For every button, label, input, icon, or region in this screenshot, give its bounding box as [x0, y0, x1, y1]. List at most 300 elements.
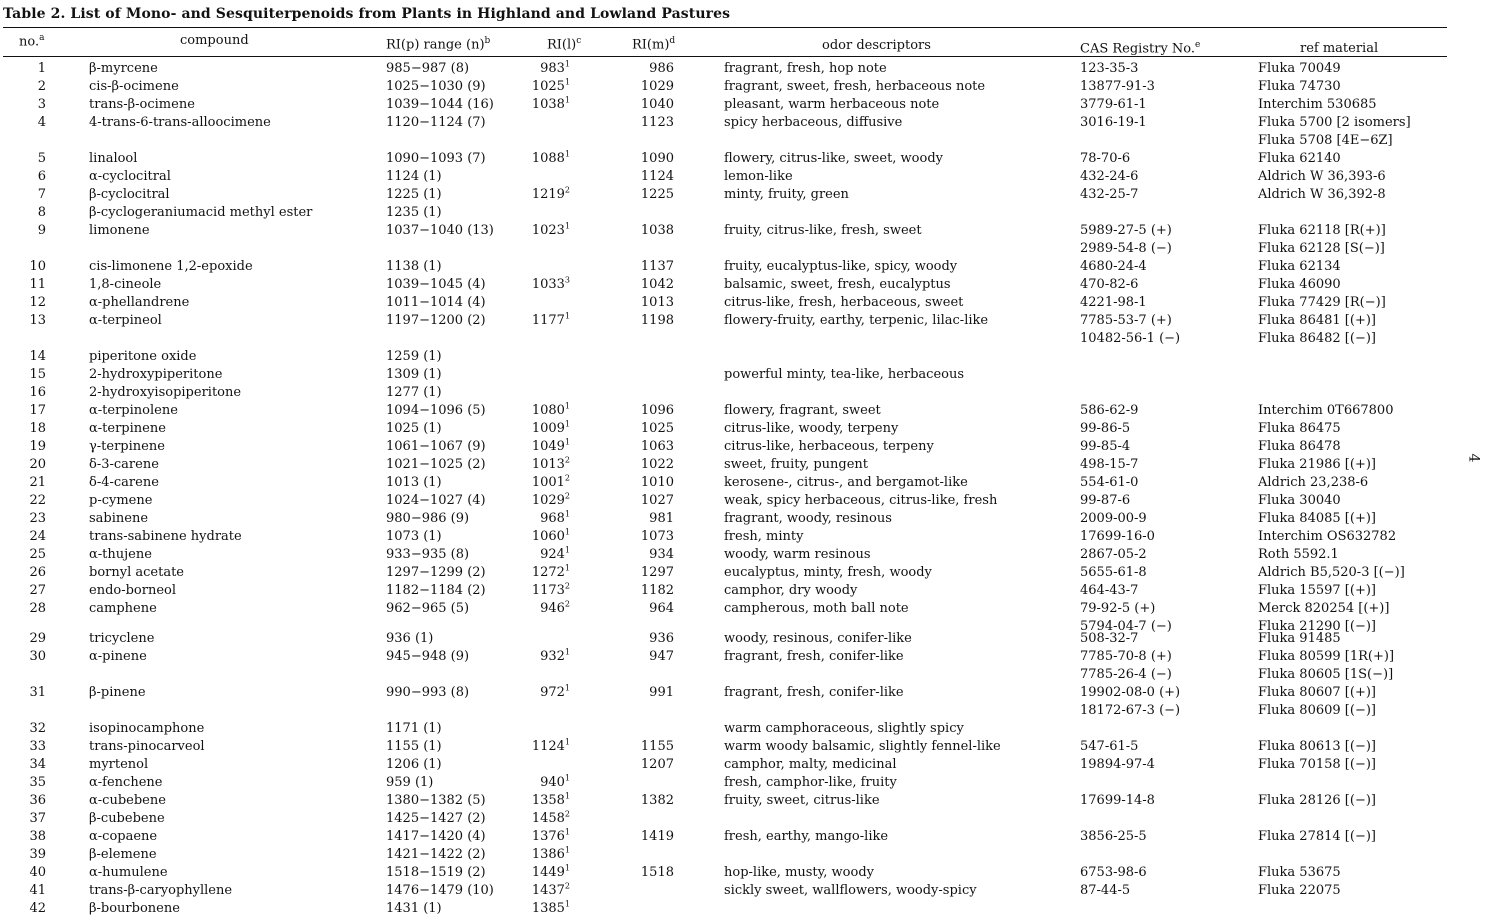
row-rim: 1198 [640, 313, 674, 328]
row-compound: p-cymene [89, 493, 153, 508]
row-rim: 1518 [640, 865, 674, 880]
row-ref: Aldrich W 36,392-8 [1258, 187, 1386, 202]
row-ref: Roth 5592.1 [1258, 547, 1339, 562]
row-rip: 1073 (1) [386, 529, 442, 544]
row-compound: endo-borneol [89, 583, 177, 598]
row-compound: β-cubebene [89, 811, 165, 826]
row-odor: warm camphoraceous, slightly spicy [724, 721, 964, 736]
row-rip: 1259 (1) [386, 349, 442, 364]
row-cas-extra: 10482-56-1 (−) [1080, 331, 1181, 346]
row-no: 9 [37, 223, 46, 238]
row-odor: sweet, fruity, pungent [724, 457, 869, 472]
row-no: 34 [29, 757, 46, 772]
row-ref-extra: Fluka 86482 [(−)] [1258, 331, 1376, 346]
row-ril: $968^1$ [540, 509, 570, 526]
row-rim: 1297 [640, 565, 674, 580]
row-cas-extra: 5794-04-7 (−) [1080, 619, 1172, 634]
row-compound: α-pinene [89, 649, 147, 664]
row-ril: $932^1$ [540, 647, 570, 664]
row-compound: 2-hydroxypiperitone [89, 367, 223, 382]
row-no: 21 [29, 475, 46, 490]
row-compound: linalool [89, 151, 138, 166]
row-cas: 13877-91-3 [1080, 79, 1155, 94]
row-compound: trans-pinocarveol [89, 739, 205, 754]
row-rim: 947 [649, 649, 674, 664]
row-rip: 1417−1420 (4) [386, 829, 486, 844]
row-rim: 1040 [640, 97, 674, 112]
row-rim: 1027 [640, 493, 674, 508]
row-no: 6 [37, 169, 46, 184]
row-cas: 123-35-3 [1080, 61, 1139, 76]
row-no: 10 [29, 259, 46, 274]
row-no: 18 [29, 421, 46, 436]
row-rim: 981 [649, 511, 674, 526]
row-ref: Fluka 91485 [1258, 631, 1341, 646]
row-ref: Fluka 84085 [(+)] [1258, 511, 1376, 526]
row-no: 8 [37, 205, 46, 220]
row-compound: sabinene [89, 511, 149, 526]
row-ril: 1358$^1$ [531, 791, 570, 808]
row-no: 39 [29, 847, 46, 862]
row-cas: 470-82-6 [1080, 277, 1139, 292]
row-cas: 3016-19-1 [1080, 115, 1147, 130]
row-compound: α-copaene [89, 829, 158, 844]
row-compound: 2-hydroxyisopiperitone [89, 385, 242, 400]
row-no: 35 [29, 775, 46, 790]
row-odor: sickly sweet, wallflowers, woody-spicy [724, 883, 977, 898]
row-odor: fruity, sweet, citrus-like [724, 793, 880, 808]
row-ril: 1173$^2$ [531, 581, 570, 598]
row-rim: 991 [649, 685, 674, 700]
row-rip: 1013 (1) [386, 475, 442, 490]
row-compound: 4-trans-6-trans-alloocimene [89, 115, 271, 130]
row-odor: fragrant, woody, resinous [724, 511, 892, 526]
row-compound: trans-β-ocimene [89, 97, 195, 112]
row-rim: 1090 [640, 151, 674, 166]
row-rim: 1207 [640, 757, 674, 772]
row-no: 40 [29, 865, 46, 880]
row-rim: 1124 [640, 169, 674, 184]
row-rim: 1022 [640, 457, 674, 472]
row-rim: 1182 [640, 583, 674, 598]
row-odor: fresh, earthy, mango-like [724, 829, 889, 844]
row-ril: 1038$^1$ [531, 95, 570, 112]
row-rim: 1063 [640, 439, 674, 454]
row-rip: 1309 (1) [386, 367, 442, 382]
row-ril: 1029$^2$ [531, 491, 570, 508]
row-rip: 1138 (1) [386, 259, 442, 274]
row-cas: 7785-53-7 (+) [1080, 313, 1172, 328]
row-rip: 959 (1) [386, 775, 434, 790]
row-odor: fragrant, fresh, conifer-like [724, 685, 904, 700]
row-rip: 1425−1427 (2) [386, 811, 486, 826]
row-compound: 1,8-cineole [89, 277, 162, 292]
table-title: Table 2. List of Mono- and Sesquiterpenoids from Plants in Highland and Lowland Pastures [3, 6, 731, 22]
row-odor: lemon-like [724, 169, 793, 184]
row-ril: 1458$^2$ [531, 809, 570, 826]
row-no: 37 [29, 811, 46, 826]
row-rim: 1096 [640, 403, 674, 418]
row-rim: 1137 [640, 259, 674, 274]
row-no: 15 [29, 367, 46, 382]
row-odor: eucalyptus, minty, fresh, woody [724, 565, 932, 580]
row-cas: 432-25-7 [1080, 187, 1139, 202]
row-no: 32 [29, 721, 46, 736]
row-compound: β-bourbonene [89, 901, 180, 916]
row-cas: 508-32-7 [1080, 631, 1139, 646]
row-ref: Fluka 70158 [(−)] [1258, 757, 1376, 772]
row-ref: Fluka 15597 [(+)] [1258, 583, 1376, 598]
row-ref: Fluka 62118 [R(+)] [1258, 223, 1386, 238]
row-no: 14 [29, 349, 46, 364]
row-compound: α-terpinene [89, 421, 166, 436]
row-ril: 1177$^1$ [531, 311, 570, 328]
row-ref: Fluka 86475 [1258, 421, 1341, 436]
row-odor: warm woody balsamic, slightly fennel-like [724, 739, 1001, 754]
row-rip: 1039−1045 (4) [386, 277, 486, 292]
row-cas: 99-86-5 [1080, 421, 1131, 436]
row-odor: fresh, camphor-like, fruity [724, 775, 897, 790]
row-rip: 1182−1184 (2) [386, 583, 486, 598]
row-odor: woody, resinous, conifer-like [724, 631, 912, 646]
row-no: 38 [29, 829, 46, 844]
row-compound: camphene [89, 601, 157, 616]
row-odor: camphor, dry woody [724, 583, 858, 598]
row-compound: α-terpinolene [89, 403, 178, 418]
row-odor: camphor, malty, medicinal [724, 757, 897, 772]
row-ril: 1080$^1$ [531, 401, 570, 418]
row-no: 12 [29, 295, 46, 310]
row-cas: 3856-25-5 [1080, 829, 1147, 844]
row-ril: 1009$^1$ [531, 419, 570, 436]
row-rim: 964 [649, 601, 674, 616]
row-ril: 1088$^1$ [531, 149, 570, 166]
row-cas: 547-61-5 [1080, 739, 1139, 754]
row-cas: 4680-24-4 [1080, 259, 1147, 274]
row-cas: 17699-16-0 [1080, 529, 1155, 544]
row-ril: 1449$^1$ [531, 863, 570, 880]
row-cas: 5989-27-5 (+) [1080, 223, 1172, 238]
row-no: 26 [29, 565, 46, 580]
row-no: 16 [29, 385, 46, 400]
row-rip: 933−935 (8) [386, 547, 470, 562]
row-cas: 78-70-6 [1080, 151, 1131, 166]
row-rip: 985−987 (8) [386, 61, 470, 76]
row-odor: flowery, citrus-like, sweet, woody [724, 151, 944, 166]
header-rim: $RI(m)^d$ [632, 36, 676, 53]
row-compound: piperitone oxide [89, 349, 197, 364]
row-odor: fragrant, fresh, conifer-like [724, 649, 904, 664]
row-compound: β-cyclogeraniumacid methyl ester [89, 205, 313, 220]
row-rip: 1171 (1) [386, 721, 442, 736]
row-cas: 5655-61-8 [1080, 565, 1147, 580]
row-odor: woody, warm resinous [724, 547, 871, 562]
header-cas: CAS Registry No.$^e$ [1080, 40, 1201, 57]
row-no: 42 [29, 901, 46, 916]
row-ref: Interchim 530685 [1258, 97, 1377, 112]
row-no: 28 [29, 601, 46, 616]
row-compound: δ-3-carene [89, 457, 159, 472]
row-cas: 19894-97-4 [1080, 757, 1155, 772]
row-rip: 1024−1027 (4) [386, 493, 486, 508]
row-rip: 1206 (1) [386, 757, 442, 772]
row-odor: minty, fruity, green [724, 187, 849, 202]
row-no: 33 [29, 739, 46, 754]
row-rip: 1380−1382 (5) [386, 793, 486, 808]
row-ril: 1023$^1$ [531, 221, 570, 238]
row-rim: 1025 [640, 421, 674, 436]
row-compound: α-cubebene [89, 793, 166, 808]
row-rim: 1013 [640, 295, 674, 310]
row-cas: 498-15-7 [1080, 457, 1139, 472]
row-ref: Fluka 46090 [1258, 277, 1341, 292]
row-cas: 2867-05-2 [1080, 547, 1147, 562]
row-ref: Fluka 62134 [1258, 259, 1341, 274]
row-ril: 1013$^2$ [531, 455, 570, 472]
row-rip: 1037−1040 (13) [386, 223, 494, 238]
row-odor: powerful minty, tea-like, herbaceous [724, 367, 965, 382]
row-cas: 2009-00-9 [1080, 511, 1147, 526]
row-cas: 554-61-0 [1080, 475, 1139, 490]
header-ril: $RI(l)^c$ [547, 36, 582, 53]
row-ref: Fluka 21986 [(+)] [1258, 457, 1376, 472]
header-no: no.$^a$ [19, 33, 45, 50]
row-ref: Fluka 74730 [1258, 79, 1341, 94]
row-ref: Fluka 86478 [1258, 439, 1341, 454]
row-no: 24 [29, 529, 46, 544]
row-no: 27 [29, 583, 46, 598]
row-ref: Fluka 70049 [1258, 61, 1341, 76]
row-rip: 1090−1093 (7) [386, 151, 486, 166]
row-odor: pleasant, warm herbaceous note [724, 97, 940, 112]
row-no: 5 [37, 151, 46, 166]
row-compound: α-phellandrene [89, 295, 190, 310]
row-no: 23 [29, 511, 46, 526]
row-odor: fruity, citrus-like, fresh, sweet [724, 223, 922, 238]
row-rim: 1042 [640, 277, 674, 292]
row-ril: 1049$^1$ [531, 437, 570, 454]
row-compound: isopinocamphone [89, 721, 205, 736]
header-ref: ref material [1300, 41, 1379, 56]
row-rim: 986 [649, 61, 674, 76]
row-ref: Fluka 80599 [1R(+)] [1258, 649, 1395, 664]
row-no: 29 [29, 631, 46, 646]
row-compound: tricyclene [89, 631, 155, 646]
row-compound: cis-limonene 1,2-epoxide [89, 259, 253, 274]
header-compound: compound [180, 33, 249, 48]
row-odor: spicy herbaceous, diffusive [724, 115, 903, 130]
row-compound: cis-β-ocimene [89, 79, 179, 94]
row-compound: β-pinene [89, 685, 146, 700]
row-cas-extra: 2989-54-8 (−) [1080, 241, 1172, 256]
row-rip: 1431 (1) [386, 901, 442, 916]
row-ref: Fluka 86481 [(+)] [1258, 313, 1376, 328]
row-rip: 1421−1422 (2) [386, 847, 486, 862]
row-odor: citrus-like, herbaceous, terpeny [724, 439, 934, 454]
row-rip: 1039−1044 (16) [386, 97, 494, 112]
row-no: 11 [29, 277, 46, 292]
row-compound: γ-terpinene [89, 439, 165, 454]
row-ref: Fluka 80607 [(+)] [1258, 685, 1376, 700]
row-compound: β-myrcene [89, 61, 158, 76]
row-ref: Merck 820254 [(+)] [1258, 601, 1390, 616]
row-no: 13 [29, 313, 46, 328]
row-compound: trans-sabinene hydrate [89, 529, 242, 544]
row-ril: 1001$^2$ [531, 473, 570, 490]
row-rip: 962−965 (5) [386, 601, 470, 616]
row-ril: $940^1$ [540, 773, 570, 790]
row-rim: 1123 [640, 115, 674, 130]
row-ril: $972^1$ [540, 683, 570, 700]
row-compound: α-thujene [89, 547, 152, 562]
row-cas: 464-43-7 [1080, 583, 1139, 598]
row-cas: 87-44-5 [1080, 883, 1131, 898]
row-rim: 1382 [640, 793, 674, 808]
row-rip: 1277 (1) [386, 385, 442, 400]
row-odor: campherous, moth ball note [724, 601, 909, 616]
row-ril: 1386$^1$ [531, 845, 570, 862]
row-compound: bornyl acetate [89, 565, 184, 580]
row-ril: 1060$^1$ [531, 527, 570, 544]
row-cas: 99-87-6 [1080, 493, 1131, 508]
row-odor: weak, spicy herbaceous, citrus-like, fresh [724, 493, 998, 508]
row-ril: $924^1$ [540, 545, 570, 562]
row-ref: Interchim OS632782 [1258, 529, 1397, 544]
header-odor: odor descriptors [822, 38, 931, 53]
row-odor: kerosene-, citrus-, and bergamot-like [724, 475, 968, 490]
row-cas: 4221-98-1 [1080, 295, 1147, 310]
row-ril: 1033$^3$ [531, 275, 570, 292]
row-ref: Interchim 0T667800 [1258, 403, 1394, 418]
row-rip: 980−986 (9) [386, 511, 470, 526]
row-compound: limonene [89, 223, 150, 238]
row-compound: α-cyclocitral [89, 169, 171, 184]
row-no: 36 [29, 793, 46, 808]
row-compound: β-cyclocitral [89, 187, 170, 202]
header-rip: RI(p) range $(n)^b$ [386, 36, 491, 53]
row-compound: α-humulene [89, 865, 168, 880]
row-ref: Aldrich 23,238-6 [1258, 475, 1369, 490]
row-ril: 1025$^1$ [531, 77, 570, 94]
row-ref: Fluka 27814 [(−)] [1258, 829, 1376, 844]
row-no: 25 [29, 547, 46, 562]
row-compound: α-terpineol [89, 313, 162, 328]
row-no: 22 [29, 493, 46, 508]
row-rip: 1518−1519 (2) [386, 865, 486, 880]
row-ref: Fluka 30040 [1258, 493, 1341, 508]
row-no: 4 [37, 115, 46, 130]
row-rip: 1235 (1) [386, 205, 442, 220]
row-ref-extra: Fluka 5708 [4E−6Z] [1258, 133, 1393, 148]
row-ref-extra: Fluka 62128 [S(−)] [1258, 241, 1385, 256]
row-rim: 1029 [640, 79, 674, 94]
row-ref: Fluka 62140 [1258, 151, 1341, 166]
row-odor: balsamic, sweet, fresh, eucalyptus [724, 277, 951, 292]
row-rip: 1124 (1) [386, 169, 442, 184]
row-ref: Fluka 80613 [(−)] [1258, 739, 1376, 754]
row-no: 41 [29, 883, 46, 898]
row-no: 3 [37, 97, 46, 112]
row-ril: 1376$^1$ [531, 827, 570, 844]
row-cas-extra: 18172-67-3 (−) [1080, 703, 1181, 718]
row-odor: citrus-like, fresh, herbaceous, sweet [724, 295, 964, 310]
row-rip: 1476−1479 (10) [386, 883, 494, 898]
row-rip: 1011−1014 (4) [386, 295, 486, 310]
row-rip: 1197−1200 (2) [386, 313, 486, 328]
row-rip: 1061−1067 (9) [386, 439, 486, 454]
row-compound: trans-β-caryophyllene [89, 883, 233, 898]
row-cas: 17699-14-8 [1080, 793, 1155, 808]
row-rip: 945−948 (9) [386, 649, 470, 664]
row-odor: fragrant, fresh, hop note [724, 61, 887, 76]
row-odor: fruity, eucalyptus-like, spicy, woody [724, 259, 958, 274]
row-rim: 1155 [640, 739, 674, 754]
row-no: 1 [37, 61, 46, 76]
row-compound: α-fenchene [89, 775, 163, 790]
row-cas: 586-62-9 [1080, 403, 1139, 418]
row-odor: fragrant, sweet, fresh, herbaceous note [724, 79, 986, 94]
row-rip: 1025−1030 (9) [386, 79, 486, 94]
row-rip: 990−993 (8) [386, 685, 470, 700]
row-cas-extra: 7785-26-4 (−) [1080, 667, 1172, 682]
row-rip: 1025 (1) [386, 421, 442, 436]
row-rim: 1073 [640, 529, 674, 544]
row-no: 17 [29, 403, 46, 418]
row-odor: flowery, fragrant, sweet [724, 403, 881, 418]
row-ril: 1437$^2$ [531, 881, 570, 898]
row-cas: 6753-98-6 [1080, 865, 1147, 880]
row-ref-extra: Fluka 21290 [(−)] [1258, 619, 1376, 634]
row-rip: 1021−1025 (2) [386, 457, 486, 472]
row-cas: 99-85-4 [1080, 439, 1131, 454]
row-no: 7 [37, 187, 46, 202]
row-rip: 1297−1299 (2) [386, 565, 486, 580]
row-rip: 1225 (1) [386, 187, 442, 202]
page-number: 4 [1465, 453, 1482, 463]
row-ril: 1272$^1$ [531, 563, 570, 580]
row-ril: $946^2$ [540, 599, 570, 616]
row-odor: flowery-fruity, earthy, terpenic, lilac-like [724, 313, 989, 328]
row-ref: Aldrich W 36,393-6 [1258, 169, 1386, 184]
row-ril: $983^1$ [540, 59, 570, 76]
row-ref: Fluka 53675 [1258, 865, 1341, 880]
row-compound: δ-4-carene [89, 475, 159, 490]
row-rip: 1155 (1) [386, 739, 442, 754]
row-odor: fresh, minty [724, 529, 804, 544]
row-rip: 936 (1) [386, 631, 434, 646]
row-no: 30 [29, 649, 46, 664]
row-rip: 1094−1096 (5) [386, 403, 486, 418]
row-ref-extra: Fluka 80605 [1S(−)] [1258, 667, 1394, 682]
row-no: 19 [29, 439, 46, 454]
row-ril: 1219$^2$ [531, 185, 570, 202]
row-rim: 1225 [640, 187, 674, 202]
row-rip: 1120−1124 (7) [386, 115, 486, 130]
row-rim: 1038 [640, 223, 674, 238]
row-cas: 3779-61-1 [1080, 97, 1147, 112]
row-rim: 1419 [640, 829, 674, 844]
row-cas: 432-24-6 [1080, 169, 1139, 184]
row-ril: 1124$^1$ [531, 737, 570, 754]
row-ref-extra: Fluka 80609 [(−)] [1258, 703, 1376, 718]
row-ref: Fluka 77429 [R(−)] [1258, 295, 1386, 310]
row-cas: 79-92-5 (+) [1080, 601, 1156, 616]
row-rim: 934 [649, 547, 674, 562]
row-cas: 19902-08-0 (+) [1080, 685, 1181, 700]
row-compound: myrtenol [89, 757, 149, 772]
row-no: 20 [29, 457, 46, 472]
row-no: 2 [37, 79, 46, 94]
